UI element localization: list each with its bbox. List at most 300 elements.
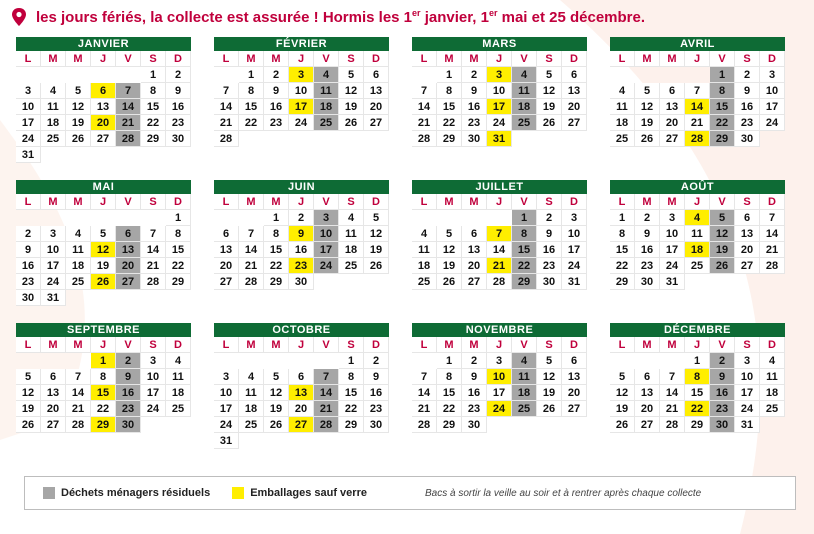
day-cell: 26 <box>339 115 364 131</box>
day-cell: 1 <box>339 353 364 369</box>
day-cell: 12 <box>16 385 41 401</box>
day-cell: 6 <box>364 67 389 83</box>
day-cell-residual-waste: 17 <box>314 242 339 258</box>
weekday-header: D <box>760 194 785 210</box>
day-cell: 28 <box>412 131 437 147</box>
month-calendar <box>610 180 785 290</box>
day-cell: 21 <box>412 115 437 131</box>
day-cell: 17 <box>16 115 41 131</box>
day-cell: 4 <box>166 353 191 369</box>
empty-cell <box>437 210 462 226</box>
day-cell: 14 <box>239 242 264 258</box>
day-cell-residual-waste: 30 <box>710 417 735 433</box>
day-cell: 16 <box>364 385 389 401</box>
weekday-header: L <box>412 194 437 210</box>
empty-cell <box>239 210 264 226</box>
day-cell-packaging: 29 <box>91 417 116 433</box>
day-cell: 8 <box>339 369 364 385</box>
day-cell: 17 <box>562 242 587 258</box>
day-cell-packaging: 12 <box>91 242 116 258</box>
month-title: JUILLET <box>412 180 587 194</box>
day-cell-residual-waste: 21 <box>314 401 339 417</box>
weekday-header: M <box>264 194 289 210</box>
day-cell: 25 <box>760 401 785 417</box>
month-title: SEPTEMBRE <box>16 323 191 337</box>
day-cell: 29 <box>437 131 462 147</box>
day-cell-packaging: 22 <box>685 401 710 417</box>
weekday-header: M <box>239 194 264 210</box>
day-cell-packaging: 17 <box>289 99 314 115</box>
day-cell-residual-waste: 4 <box>314 67 339 83</box>
day-cell: 26 <box>364 258 389 274</box>
empty-cell <box>412 67 437 83</box>
day-cell: 21 <box>66 401 91 417</box>
empty-cell <box>16 210 41 226</box>
empty-cell <box>91 67 116 83</box>
day-cell: 11 <box>412 242 437 258</box>
day-cell: 11 <box>239 385 264 401</box>
day-cell: 30 <box>462 131 487 147</box>
day-cell: 24 <box>760 115 785 131</box>
day-cell: 12 <box>437 242 462 258</box>
weekday-header: D <box>562 51 587 67</box>
day-cell-residual-waste: 16 <box>116 385 141 401</box>
day-cell: 8 <box>239 83 264 99</box>
day-cell: 16 <box>735 99 760 115</box>
day-cell: 3 <box>660 210 685 226</box>
weekday-header: M <box>660 337 685 353</box>
weekday-header: L <box>412 337 437 353</box>
empty-cell <box>239 353 264 369</box>
day-cell: 25 <box>339 258 364 274</box>
day-cell-packaging: 6 <box>91 83 116 99</box>
day-cell: 4 <box>760 353 785 369</box>
day-cell: 19 <box>264 401 289 417</box>
empty-cell <box>685 67 710 83</box>
month-title: JUIN <box>214 180 389 194</box>
legend-yellow-label: Emballages sauf verre <box>250 487 367 499</box>
day-cell: 20 <box>635 401 660 417</box>
day-cell: 22 <box>437 115 462 131</box>
day-cell: 12 <box>339 83 364 99</box>
day-cell: 10 <box>487 83 512 99</box>
day-cell: 20 <box>41 401 66 417</box>
month-grid <box>610 51 785 147</box>
day-cell: 20 <box>364 99 389 115</box>
day-cell: 10 <box>141 369 166 385</box>
day-cell: 10 <box>214 385 239 401</box>
day-cell: 28 <box>412 417 437 433</box>
weekday-header: J <box>289 194 314 210</box>
day-cell: 11 <box>610 99 635 115</box>
day-cell: 9 <box>166 83 191 99</box>
day-cell-residual-waste: 4 <box>512 353 537 369</box>
day-cell: 17 <box>41 258 66 274</box>
day-cell: 22 <box>141 115 166 131</box>
day-cell: 8 <box>91 369 116 385</box>
day-cell-packaging: 7 <box>487 226 512 242</box>
day-cell: 27 <box>364 115 389 131</box>
day-cell: 3 <box>735 353 760 369</box>
day-cell: 3 <box>214 369 239 385</box>
weekday-header: M <box>437 194 462 210</box>
weekday-header: M <box>41 194 66 210</box>
weekday-header: M <box>462 51 487 67</box>
day-cell: 22 <box>339 401 364 417</box>
day-cell: 4 <box>239 369 264 385</box>
day-cell: 22 <box>437 401 462 417</box>
weekday-header: L <box>610 337 635 353</box>
day-cell: 27 <box>91 131 116 147</box>
weekday-header: J <box>91 337 116 353</box>
empty-cell <box>16 67 41 83</box>
day-cell: 7 <box>66 369 91 385</box>
weekday-header: S <box>735 51 760 67</box>
day-cell: 16 <box>264 99 289 115</box>
day-cell: 31 <box>214 433 239 449</box>
day-cell: 28 <box>660 417 685 433</box>
day-cell: 20 <box>214 258 239 274</box>
day-cell: 5 <box>264 369 289 385</box>
day-cell: 7 <box>214 83 239 99</box>
month-title: AOÛT <box>610 180 785 194</box>
day-cell-residual-waste: 14 <box>116 99 141 115</box>
day-cell: 8 <box>166 226 191 242</box>
day-cell: 8 <box>264 226 289 242</box>
day-cell: 27 <box>635 417 660 433</box>
day-cell: 5 <box>537 67 562 83</box>
day-cell: 9 <box>462 83 487 99</box>
month-grid <box>214 337 389 449</box>
day-cell: 5 <box>16 369 41 385</box>
weekday-header: M <box>660 51 685 67</box>
day-cell: 15 <box>339 385 364 401</box>
weekday-header: M <box>462 194 487 210</box>
day-cell-residual-waste: 26 <box>710 258 735 274</box>
day-cell-residual-waste: 7 <box>314 369 339 385</box>
day-cell-residual-waste: 11 <box>512 83 537 99</box>
day-cell: 14 <box>660 385 685 401</box>
weekday-header: S <box>339 194 364 210</box>
weekday-header: D <box>166 194 191 210</box>
day-cell: 1 <box>437 67 462 83</box>
day-cell-packaging: 27 <box>289 417 314 433</box>
day-cell: 7 <box>760 210 785 226</box>
day-cell: 13 <box>462 242 487 258</box>
weekday-header: J <box>487 337 512 353</box>
weekday-header: J <box>289 337 314 353</box>
weekday-header: M <box>462 337 487 353</box>
month-grid <box>412 51 587 147</box>
day-cell: 13 <box>562 369 587 385</box>
day-cell: 21 <box>214 115 239 131</box>
weekday-header: V <box>512 194 537 210</box>
day-cell: 9 <box>735 83 760 99</box>
day-cell: 1 <box>437 353 462 369</box>
day-cell: 28 <box>141 274 166 290</box>
day-cell-residual-waste: 18 <box>512 385 537 401</box>
day-cell: 14 <box>760 226 785 242</box>
day-cell: 20 <box>660 115 685 131</box>
day-cell: 2 <box>635 210 660 226</box>
empty-cell <box>41 210 66 226</box>
location-pin-icon <box>10 7 28 27</box>
weekday-header: M <box>264 51 289 67</box>
weekday-header: L <box>214 337 239 353</box>
day-cell: 4 <box>66 226 91 242</box>
day-cell: 29 <box>141 131 166 147</box>
day-cell: 2 <box>264 67 289 83</box>
day-cell: 26 <box>264 417 289 433</box>
day-cell: 21 <box>660 401 685 417</box>
month-calendar <box>16 180 191 306</box>
day-cell: 25 <box>610 131 635 147</box>
day-cell: 11 <box>166 369 191 385</box>
day-cell-packaging: 1 <box>91 353 116 369</box>
day-cell: 4 <box>412 226 437 242</box>
weekday-header: D <box>562 337 587 353</box>
day-cell: 7 <box>660 369 685 385</box>
day-cell: 28 <box>239 274 264 290</box>
day-cell-residual-waste: 2 <box>116 353 141 369</box>
day-cell: 6 <box>562 353 587 369</box>
day-cell: 22 <box>610 258 635 274</box>
day-cell-residual-waste: 1 <box>512 210 537 226</box>
day-cell-residual-waste: 21 <box>116 115 141 131</box>
day-cell: 5 <box>91 226 116 242</box>
day-cell-residual-waste: 1 <box>710 67 735 83</box>
weekday-header: M <box>66 337 91 353</box>
day-cell-residual-waste: 3 <box>314 210 339 226</box>
weekday-header: J <box>91 51 116 67</box>
day-cell: 1 <box>685 353 710 369</box>
day-cell: 7 <box>239 226 264 242</box>
day-cell: 20 <box>735 242 760 258</box>
day-cell: 16 <box>166 99 191 115</box>
month-calendar <box>214 37 389 147</box>
day-cell: 21 <box>685 115 710 131</box>
day-cell: 25 <box>239 417 264 433</box>
day-cell-residual-waste: 30 <box>116 417 141 433</box>
weekday-header: V <box>116 51 141 67</box>
day-cell: 2 <box>16 226 41 242</box>
day-cell: 26 <box>610 417 635 433</box>
day-cell: 31 <box>41 290 66 306</box>
day-cell-residual-waste: 25 <box>512 401 537 417</box>
day-cell: 24 <box>141 401 166 417</box>
month-title: NOVEMBRE <box>412 323 587 337</box>
day-cell: 5 <box>635 83 660 99</box>
day-cell: 17 <box>487 385 512 401</box>
day-cell: 17 <box>141 385 166 401</box>
day-cell-residual-waste: 9 <box>710 369 735 385</box>
day-cell: 6 <box>735 210 760 226</box>
month-calendar <box>214 323 389 449</box>
day-cell: 23 <box>16 274 41 290</box>
day-cell: 15 <box>166 242 191 258</box>
day-cell: 22 <box>264 258 289 274</box>
day-cell-residual-waste: 6 <box>116 226 141 242</box>
day-cell-residual-waste: 25 <box>512 115 537 131</box>
day-cell-packaging: 18 <box>685 242 710 258</box>
day-cell: 9 <box>462 369 487 385</box>
day-cell: 29 <box>339 417 364 433</box>
day-cell: 12 <box>66 99 91 115</box>
day-cell: 23 <box>635 258 660 274</box>
day-cell-residual-waste: 8 <box>710 83 735 99</box>
day-cell-packaging: 23 <box>289 258 314 274</box>
day-cell-packaging: 14 <box>685 99 710 115</box>
day-cell: 15 <box>141 99 166 115</box>
weekday-header: J <box>487 194 512 210</box>
day-cell-packaging: 10 <box>487 369 512 385</box>
day-cell-packaging: 17 <box>487 99 512 115</box>
day-cell-residual-waste: 20 <box>116 258 141 274</box>
empty-cell <box>610 67 635 83</box>
weekday-header: M <box>239 51 264 67</box>
day-cell-packaging: 20 <box>91 115 116 131</box>
empty-cell <box>91 210 116 226</box>
day-cell: 29 <box>685 417 710 433</box>
day-cell: 5 <box>537 353 562 369</box>
empty-cell <box>289 353 314 369</box>
day-cell: 23 <box>537 258 562 274</box>
day-cell: 14 <box>412 385 437 401</box>
day-cell: 3 <box>16 83 41 99</box>
weekday-header: S <box>339 337 364 353</box>
day-cell-residual-waste: 13 <box>116 242 141 258</box>
day-cell: 23 <box>735 115 760 131</box>
day-cell: 8 <box>437 369 462 385</box>
weekday-header: V <box>710 194 735 210</box>
day-cell: 20 <box>462 258 487 274</box>
day-cell: 19 <box>635 115 660 131</box>
day-cell: 2 <box>735 67 760 83</box>
day-cell: 31 <box>735 417 760 433</box>
day-cell: 27 <box>214 274 239 290</box>
weekday-header: V <box>116 194 141 210</box>
weekday-header: V <box>512 51 537 67</box>
headline-text: les jours fériés, la collecte est assurée ! Hormis les 1er janvier, 1er mai et 25 décembre. <box>36 8 646 26</box>
weekday-header: M <box>264 337 289 353</box>
day-cell: 28 <box>66 417 91 433</box>
day-cell: 10 <box>660 226 685 242</box>
weekday-header: L <box>412 51 437 67</box>
legend-yellow <box>232 487 367 499</box>
day-cell-packaging: 26 <box>91 274 116 290</box>
day-cell: 19 <box>364 242 389 258</box>
day-cell-residual-waste: 28 <box>314 417 339 433</box>
day-cell: 26 <box>16 417 41 433</box>
day-cell-residual-waste: 23 <box>116 401 141 417</box>
day-cell: 12 <box>610 385 635 401</box>
weekday-header: J <box>685 51 710 67</box>
empty-cell <box>141 210 166 226</box>
weekday-header: J <box>487 51 512 67</box>
day-cell: 6 <box>635 369 660 385</box>
day-cell: 8 <box>141 83 166 99</box>
day-cell: 7 <box>412 369 437 385</box>
day-cell: 9 <box>635 226 660 242</box>
weekday-header: M <box>635 51 660 67</box>
day-cell: 3 <box>562 210 587 226</box>
legend-note: Bacs à sortir la veille au soir et à rentrer après chaque collecte <box>424 487 702 499</box>
day-cell: 11 <box>760 369 785 385</box>
day-cell-residual-waste: 9 <box>116 369 141 385</box>
day-cell-residual-waste: 29 <box>512 274 537 290</box>
day-cell: 24 <box>289 115 314 131</box>
day-cell-residual-waste: 25 <box>314 115 339 131</box>
day-cell: 30 <box>364 417 389 433</box>
day-cell: 27 <box>562 401 587 417</box>
weekday-header: J <box>289 51 314 67</box>
day-cell: 24 <box>562 258 587 274</box>
day-cell-residual-waste: 16 <box>710 385 735 401</box>
day-cell-residual-waste: 2 <box>710 353 735 369</box>
weekday-header: J <box>685 337 710 353</box>
weekday-header: S <box>735 194 760 210</box>
day-cell-packaging: 3 <box>289 67 314 83</box>
day-cell: 20 <box>562 99 587 115</box>
empty-cell <box>66 210 91 226</box>
month-title: DÉCEMBRE <box>610 323 785 337</box>
weekday-header: D <box>166 337 191 353</box>
day-cell: 19 <box>537 385 562 401</box>
day-cell-residual-waste: 5 <box>710 210 735 226</box>
weekday-header: J <box>685 194 710 210</box>
day-cell: 26 <box>537 401 562 417</box>
weekday-header: M <box>239 337 264 353</box>
weekday-header: V <box>314 337 339 353</box>
day-cell: 15 <box>239 99 264 115</box>
day-cell: 19 <box>610 401 635 417</box>
empty-cell <box>635 67 660 83</box>
weekday-header: S <box>141 194 166 210</box>
day-cell: 20 <box>289 401 314 417</box>
day-cell: 24 <box>214 417 239 433</box>
day-cell: 7 <box>141 226 166 242</box>
day-cell: 11 <box>685 226 710 242</box>
day-cell: 6 <box>214 226 239 242</box>
day-cell: 10 <box>289 83 314 99</box>
day-cell: 18 <box>339 242 364 258</box>
weekday-header: S <box>141 51 166 67</box>
day-cell: 30 <box>635 274 660 290</box>
month-grid <box>16 51 191 163</box>
month-grid <box>412 337 587 433</box>
day-cell-residual-waste: 15 <box>512 242 537 258</box>
day-cell-packaging: 31 <box>487 131 512 147</box>
day-cell: 8 <box>437 83 462 99</box>
weekday-header: L <box>610 194 635 210</box>
empty-cell <box>66 67 91 83</box>
day-cell: 31 <box>16 147 41 163</box>
day-cell: 17 <box>760 99 785 115</box>
day-cell: 12 <box>635 99 660 115</box>
empty-cell <box>660 67 685 83</box>
day-cell: 31 <box>562 274 587 290</box>
day-cell: 9 <box>16 242 41 258</box>
day-cell: 2 <box>537 210 562 226</box>
day-cell: 24 <box>487 115 512 131</box>
day-cell-residual-waste: 23 <box>710 401 735 417</box>
weekday-header: M <box>41 51 66 67</box>
day-cell: 30 <box>537 274 562 290</box>
day-cell: 26 <box>537 115 562 131</box>
day-cell: 25 <box>66 274 91 290</box>
day-cell: 19 <box>91 258 116 274</box>
day-cell: 14 <box>141 242 166 258</box>
